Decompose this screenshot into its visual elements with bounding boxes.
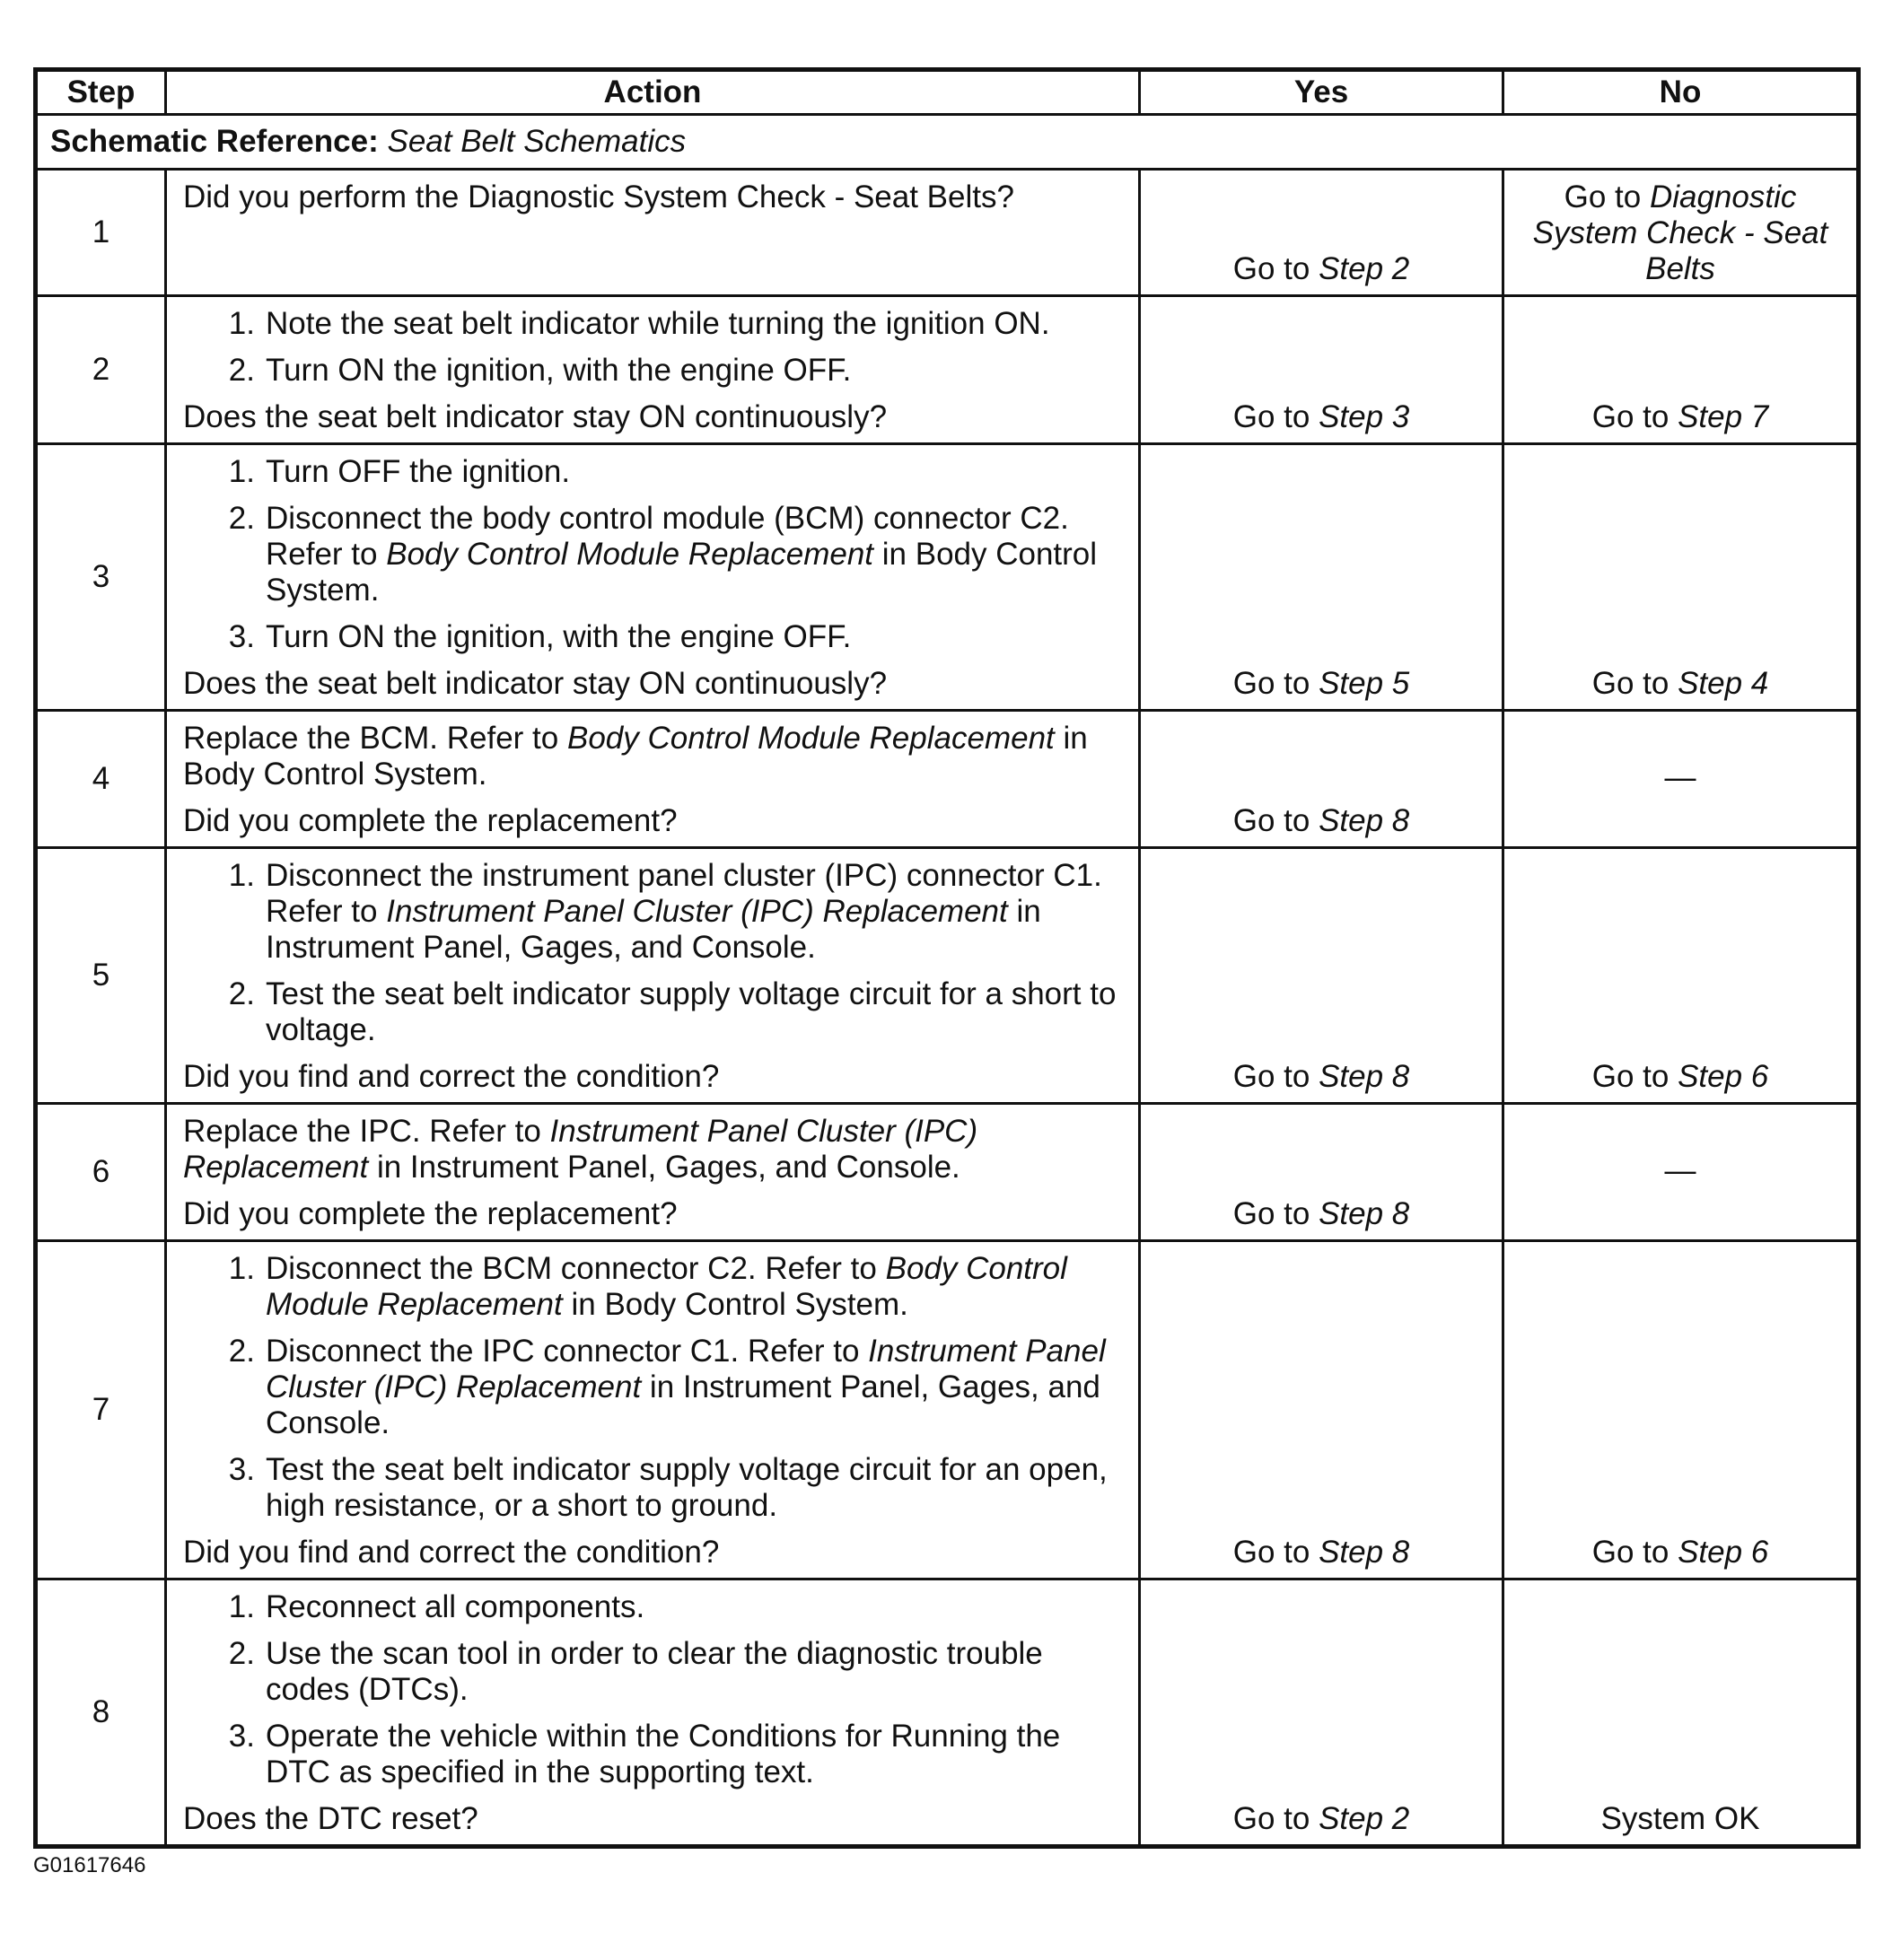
list-number: 2. bbox=[228, 501, 255, 536]
yes-link[interactable]: Step 2 bbox=[1319, 1801, 1410, 1836]
list-number: 1. bbox=[228, 1589, 255, 1624]
reference-link[interactable]: Instrument Panel Cluster (IPC) Replacement bbox=[386, 894, 1008, 929]
table-header-row bbox=[36, 70, 1859, 115]
no-link[interactable]: Step 7 bbox=[1678, 399, 1769, 434]
no-link[interactable]: Diagnostic System Check - Seat Belts bbox=[1532, 179, 1828, 286]
list-item bbox=[183, 306, 1122, 342]
yes-outcome bbox=[1140, 1579, 1503, 1847]
list-item bbox=[183, 1719, 1122, 1790]
text-run: in Instrument Panel, Gages, and Console. bbox=[266, 1369, 1100, 1440]
action-question: Did you find and correct the condition? bbox=[183, 1059, 720, 1094]
yes-prefix: Go to bbox=[1232, 399, 1319, 434]
yes-outcome bbox=[1140, 848, 1503, 1104]
no-prefix: Go to bbox=[1591, 666, 1678, 701]
list-number: 3. bbox=[228, 1452, 255, 1487]
action-list bbox=[183, 454, 1122, 655]
step-action bbox=[166, 848, 1140, 1104]
no-prefix: Go to bbox=[1591, 1059, 1678, 1094]
table-row bbox=[36, 1579, 1859, 1847]
list-number: 3. bbox=[228, 1719, 255, 1754]
reference-link[interactable]: Body Control Module Replacement bbox=[266, 1251, 1067, 1322]
no-outcome: — bbox=[1503, 1104, 1859, 1241]
action-question: Does the DTC reset? bbox=[183, 1801, 478, 1836]
yes-prefix: Go to bbox=[1232, 803, 1319, 838]
yes-prefix: Go to bbox=[1232, 666, 1319, 701]
text-run: Replace the BCM. Refer to bbox=[183, 721, 567, 756]
yes-prefix: Go to bbox=[1232, 1535, 1319, 1570]
step-number: 1 bbox=[36, 170, 166, 296]
list-text bbox=[266, 501, 1122, 608]
table-row bbox=[36, 1241, 1859, 1579]
list-number: 1. bbox=[228, 1251, 255, 1286]
no-outcome: System OK bbox=[1503, 1579, 1859, 1847]
list-number: 1. bbox=[228, 858, 255, 893]
list-text bbox=[266, 1251, 1122, 1323]
action-list bbox=[183, 1589, 1122, 1790]
list-text: Turn OFF the ignition. bbox=[266, 454, 571, 489]
list-item bbox=[183, 501, 1122, 608]
table-row bbox=[36, 1104, 1859, 1241]
schematic-reference bbox=[36, 115, 1859, 170]
no-prefix: Go to bbox=[1591, 399, 1678, 434]
text-run: Disconnect the body control module (BCM) connector C2. Refer to bbox=[266, 501, 1069, 572]
header-yes: Yes bbox=[1140, 70, 1503, 115]
step-number: 4 bbox=[36, 711, 166, 848]
action-list bbox=[183, 1251, 1122, 1524]
list-text: Turn ON the ignition, with the engine OFF. bbox=[266, 353, 852, 388]
list-text: Operate the vehicle within the Conditions for Running the DTC as specified in the supporting text. bbox=[266, 1719, 1061, 1789]
yes-outcome bbox=[1140, 444, 1503, 711]
text-run: Replace the IPC. Refer to bbox=[183, 1114, 550, 1149]
list-text: Turn ON the ignition, with the engine OFF. bbox=[266, 619, 852, 654]
text-run: Disconnect the IPC connector C1. Refer to bbox=[266, 1334, 869, 1369]
reference-link[interactable]: Body Control Module Replacement bbox=[566, 721, 1055, 756]
list-text: Use the scan tool in order to clear the diagnostic trouble codes (DTCs). bbox=[266, 1636, 1043, 1707]
list-number: 2. bbox=[228, 1334, 255, 1369]
yes-link[interactable]: Step 8 bbox=[1319, 1196, 1410, 1231]
text-run: in Instrument Panel, Gages, and Console. bbox=[266, 894, 1041, 965]
no-outcome bbox=[1503, 848, 1859, 1104]
action-question: Did you find and correct the condition? bbox=[183, 1535, 720, 1570]
list-item bbox=[183, 858, 1122, 966]
list-number: 2. bbox=[228, 353, 255, 388]
list-number: 3. bbox=[228, 619, 255, 654]
table-row bbox=[36, 444, 1859, 711]
yes-prefix: Go to bbox=[1232, 1059, 1319, 1094]
list-text bbox=[266, 858, 1122, 966]
header-no: No bbox=[1503, 70, 1859, 115]
no-outcome bbox=[1503, 170, 1859, 296]
list-item bbox=[183, 1251, 1122, 1323]
yes-link[interactable]: Step 8 bbox=[1319, 1059, 1410, 1094]
action-question: Did you complete the replacement? bbox=[183, 1196, 678, 1231]
reference-link[interactable]: Instrument Panel Cluster (IPC) Replacement bbox=[266, 1334, 1106, 1404]
no-link[interactable]: Step 6 bbox=[1678, 1059, 1769, 1094]
list-text: Reconnect all components. bbox=[266, 1589, 645, 1624]
table-row bbox=[36, 170, 1859, 296]
step-action bbox=[166, 444, 1140, 711]
step-action bbox=[166, 1104, 1140, 1241]
no-link[interactable]: Step 4 bbox=[1678, 666, 1769, 701]
step-number: 2 bbox=[36, 296, 166, 444]
step-number: 7 bbox=[36, 1241, 166, 1579]
yes-outcome bbox=[1140, 1241, 1503, 1579]
text-run: Disconnect the BCM connector C2. Refer to bbox=[266, 1251, 886, 1286]
list-item bbox=[183, 1334, 1122, 1441]
yes-outcome bbox=[1140, 170, 1503, 296]
list-item bbox=[183, 1636, 1122, 1708]
list-text bbox=[266, 1334, 1122, 1441]
no-link[interactable]: Step 6 bbox=[1678, 1535, 1769, 1570]
no-outcome bbox=[1503, 296, 1859, 444]
list-item bbox=[183, 1452, 1122, 1524]
yes-link[interactable]: Step 3 bbox=[1319, 399, 1410, 434]
action-question: Did you perform the Diagnostic System Check - Seat Belts? bbox=[183, 179, 1014, 214]
yes-link[interactable]: Step 8 bbox=[1319, 1535, 1410, 1570]
diagnostic-table bbox=[33, 67, 1861, 1849]
table-row bbox=[36, 848, 1859, 1104]
text-run: in Body Control System. bbox=[562, 1287, 908, 1322]
no-prefix: Go to bbox=[1564, 179, 1650, 214]
list-number: 1. bbox=[228, 306, 255, 341]
step-number: 3 bbox=[36, 444, 166, 711]
step-action bbox=[166, 170, 1140, 296]
step-action bbox=[166, 1579, 1140, 1847]
list-text: Note the seat belt indicator while turning the ignition ON. bbox=[266, 306, 1050, 341]
action-question: Does the seat belt indicator stay ON continuously? bbox=[183, 399, 888, 434]
list-text: Test the seat belt indicator supply voltage circuit for a short to voltage. bbox=[266, 976, 1117, 1047]
action-question: Did you complete the replacement? bbox=[183, 803, 678, 838]
header-action: Action bbox=[166, 70, 1140, 115]
table-row bbox=[36, 296, 1859, 444]
step-action bbox=[166, 1241, 1140, 1579]
step-number: 8 bbox=[36, 1579, 166, 1847]
action-text bbox=[183, 721, 1122, 792]
list-item bbox=[183, 619, 1122, 655]
table-row bbox=[36, 711, 1859, 848]
list-number: 2. bbox=[228, 1636, 255, 1671]
action-list bbox=[183, 306, 1122, 389]
no-outcome: — bbox=[1503, 711, 1859, 848]
list-item bbox=[183, 353, 1122, 389]
reference-link[interactable]: Instrument Panel Cluster (IPC) Replacement bbox=[183, 1114, 978, 1185]
schematic-reference-link[interactable]: Seat Belt Schematics bbox=[387, 124, 687, 159]
no-prefix: Go to bbox=[1591, 1535, 1678, 1570]
step-number: 5 bbox=[36, 848, 166, 1104]
step-action bbox=[166, 711, 1140, 848]
text-run: in Body Control System. bbox=[183, 721, 1088, 792]
figure-id: G01617646 bbox=[33, 1853, 146, 1877]
yes-link[interactable]: Step 8 bbox=[1319, 803, 1410, 838]
yes-outcome bbox=[1140, 1104, 1503, 1241]
yes-outcome bbox=[1140, 296, 1503, 444]
no-outcome bbox=[1503, 444, 1859, 711]
action-question: Does the seat belt indicator stay ON continuously? bbox=[183, 666, 888, 701]
action-list bbox=[183, 858, 1122, 1048]
yes-prefix: Go to bbox=[1232, 1801, 1319, 1836]
yes-link[interactable]: Step 2 bbox=[1319, 251, 1410, 286]
list-item bbox=[183, 454, 1122, 490]
schematic-reference-row bbox=[36, 115, 1859, 170]
list-text: Test the seat belt indicator supply voltage circuit for an open, high resistance, or a short to ground. bbox=[266, 1452, 1108, 1523]
yes-prefix: Go to bbox=[1232, 251, 1319, 286]
list-number: 1. bbox=[228, 454, 255, 489]
list-number: 2. bbox=[228, 976, 255, 1011]
yes-prefix: Go to bbox=[1232, 1196, 1319, 1231]
text-run: in Instrument Panel, Gages, and Console. bbox=[368, 1150, 960, 1185]
action-text bbox=[183, 1114, 1122, 1186]
yes-outcome bbox=[1140, 711, 1503, 848]
no-outcome bbox=[1503, 1241, 1859, 1579]
step-action bbox=[166, 296, 1140, 444]
text-run: in Body Control System. bbox=[266, 537, 1098, 608]
schematic-reference-label: Schematic Reference: bbox=[50, 124, 379, 159]
step-number: 6 bbox=[36, 1104, 166, 1241]
yes-link[interactable]: Step 5 bbox=[1319, 666, 1410, 701]
text-run: Disconnect the instrument panel cluster (IPC) connector C1. Refer to bbox=[266, 858, 1102, 929]
reference-link[interactable]: Body Control Module Replacement bbox=[386, 537, 874, 572]
list-item bbox=[183, 1589, 1122, 1625]
list-item bbox=[183, 976, 1122, 1048]
header-step: Step bbox=[36, 70, 166, 115]
